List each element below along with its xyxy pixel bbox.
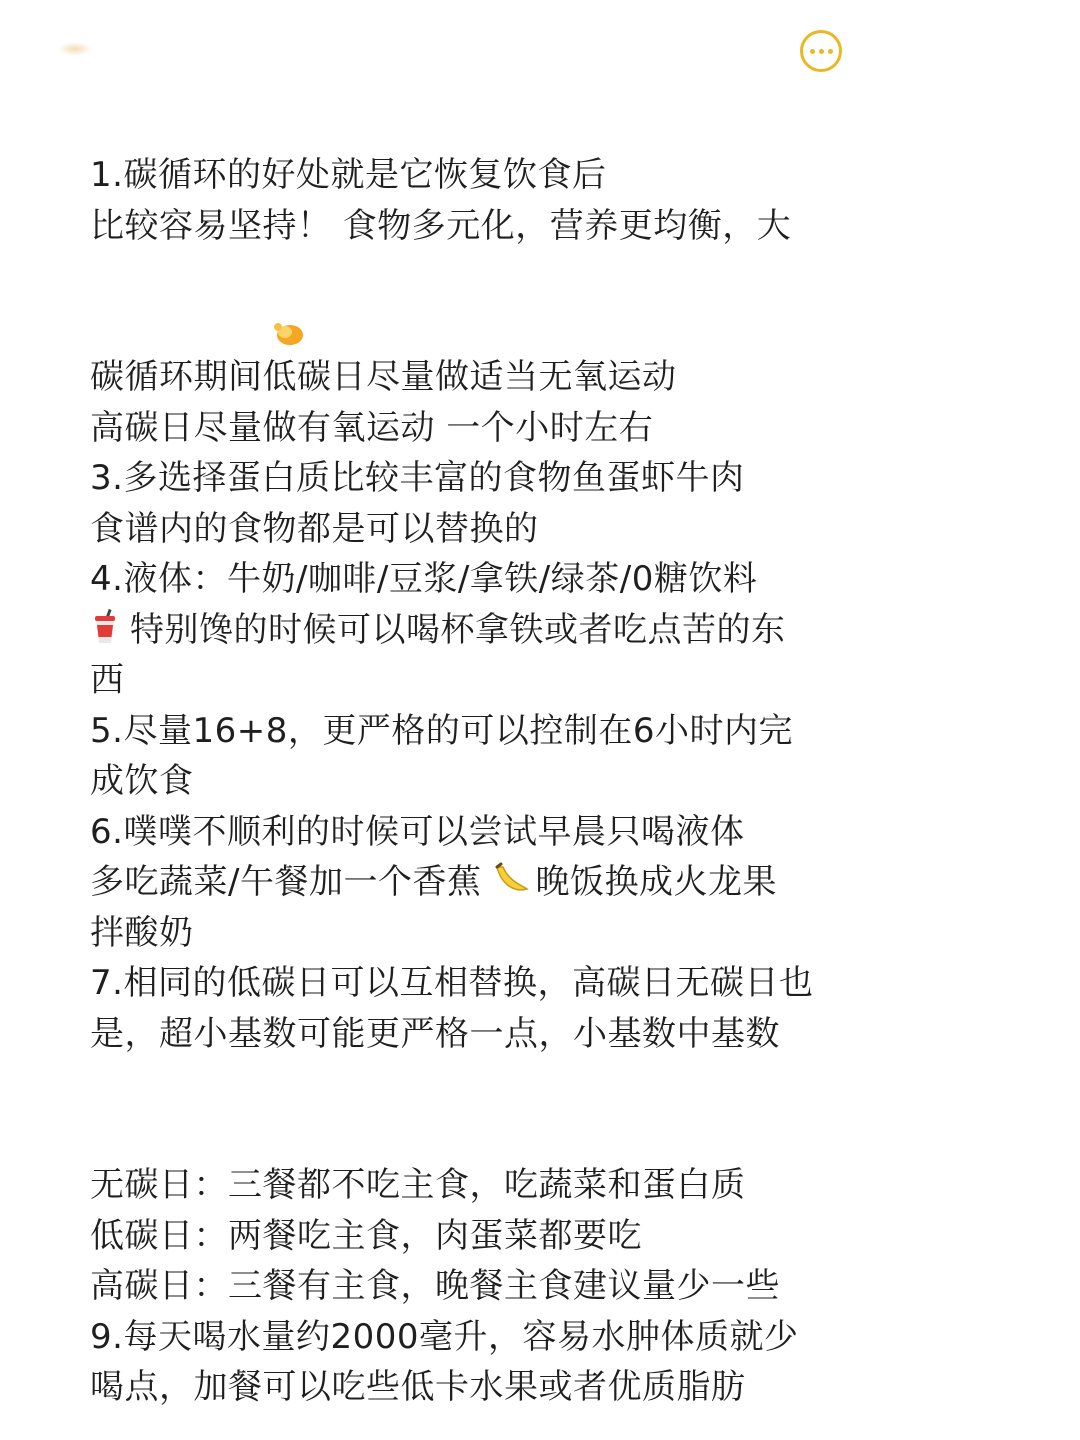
note-line-text: 特别馋的时候可以喝杯拿铁或者吃点苦的东 [130, 609, 786, 650]
more-dot [810, 49, 815, 54]
more-dot [819, 49, 824, 54]
note-blank-line [90, 302, 850, 353]
note-line: 西 [90, 660, 125, 700]
note-line: 低碳日：两餐吃主食，肉蛋菜都要吃 [90, 1215, 642, 1256]
note-line-with-banana [90, 857, 850, 908]
note-line: 喝点，加餐可以吃些低卡水果或者优质脂肪 [90, 1367, 746, 1407]
more-dot [828, 49, 833, 54]
note-line: 5.尽量16+8，更严格的可以控制在6小时内完 [90, 710, 793, 751]
soft-drink-cup-icon [90, 609, 120, 645]
note-line: 高碳日尽量做有氧运动 一个小时左右 [90, 407, 654, 448]
note-line: 碳循环期间低碳日尽量做适当无氧运动 [90, 357, 677, 397]
note-line-text: 晚饭换成火龙果 [535, 862, 777, 902]
note-blank-line [90, 1110, 850, 1161]
note-line: 6.噗噗不顺利的时候可以尝试早晨只喝液体 [90, 811, 745, 852]
note-line-with-drink [90, 605, 850, 656]
top-bar [0, 0, 1080, 110]
note-line: 1.碳循环的好处就是它恢复饮食后 [90, 155, 607, 195]
note-line: 成饮食 [90, 761, 194, 801]
note-blank-line [90, 251, 850, 302]
note-line: 4.液体：牛奶/咖啡/豆浆/拿铁/绿茶/0糖饮料 [90, 559, 758, 599]
note-line: 9.每天喝水量约2000毫升，容易水肿体质就少 [90, 1316, 799, 1357]
note-line: 比较容易坚持！ 食物多元化，营养更均衡，大 [90, 205, 792, 246]
note-line: 3.多选择蛋白质比较丰富的食物鱼蛋虾牛肉 [90, 458, 745, 498]
note-line: 无碳日：三餐都不吃主食，吃蔬菜和蛋白质 [90, 1165, 746, 1205]
more-options-button[interactable] [800, 30, 842, 72]
note-line-text: 多吃蔬菜/午餐加一个香蕉 [90, 862, 482, 902]
note-blank-line [90, 1059, 850, 1110]
note-line: 7.相同的低碳日可以互相替换，高碳日无碳日也 [90, 963, 814, 1003]
note-line: 是，超小基数可能更严格一点，小基数中基数 [90, 1013, 780, 1054]
note-line: 食谱内的食物都是可以替换的 [90, 508, 539, 549]
banana-icon [491, 861, 531, 897]
note-line: 拌酸奶 [90, 912, 194, 953]
blurred-avatar-icon [58, 42, 92, 56]
note-body [90, 150, 850, 1413]
note-line: 高碳日：三餐有主食，晚餐主食建议量少一些 [90, 1266, 780, 1306]
